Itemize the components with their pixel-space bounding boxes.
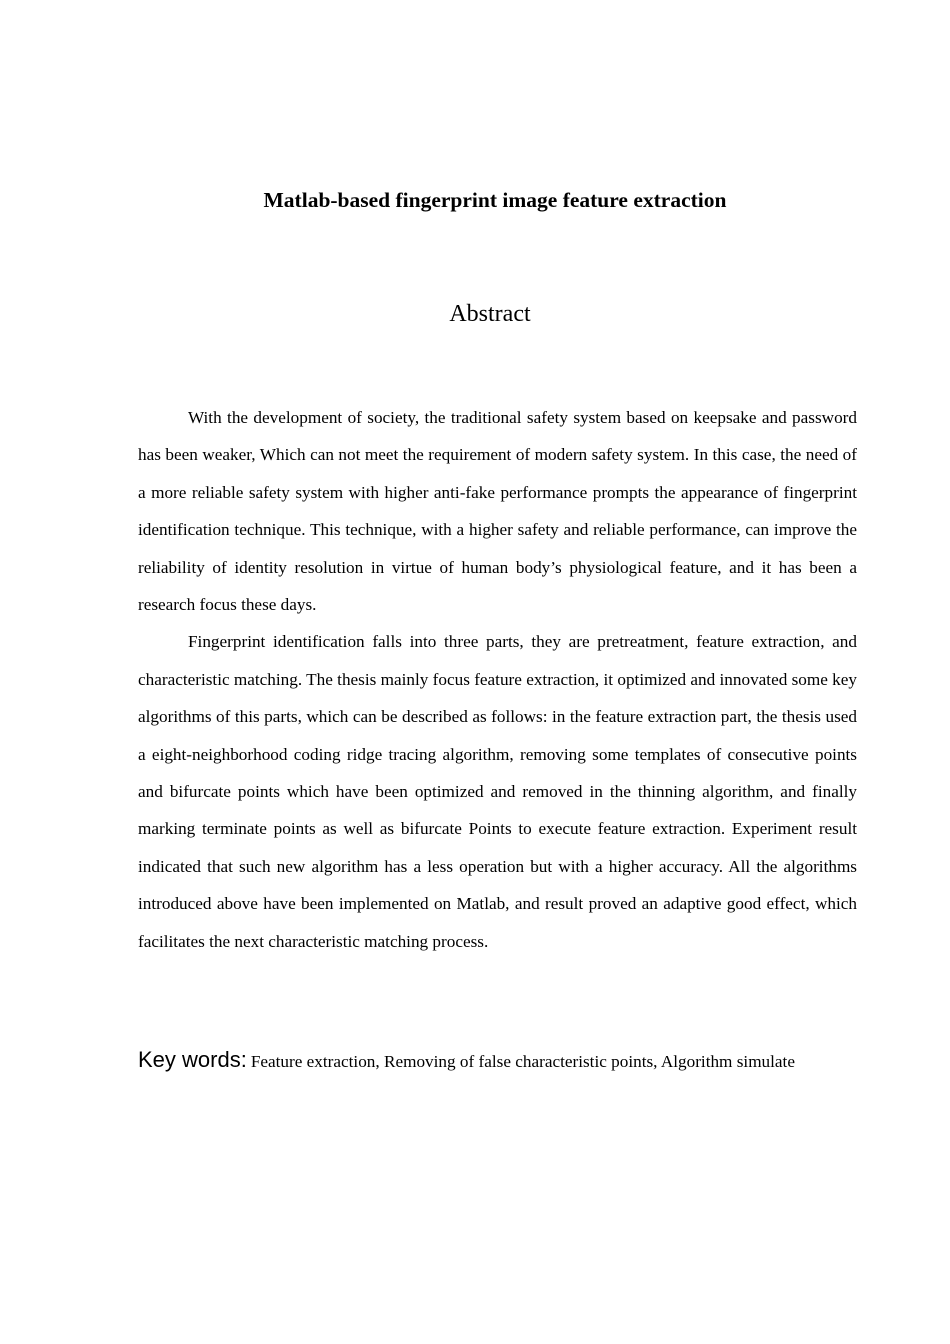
keywords-separator: :: [240, 1047, 247, 1072]
abstract-paragraph: Fingerprint identification falls into three parts, they are pretreatment, feature extraction, and characteristic matching. The thesis mainly focus feature extraction, it optimized and innovated some key algorithms of this parts, which can be described as follows: in the feature extraction part, the thesis used a eight-neighborhood coding ridge tracing algorithm, removing some templates of consecutive points and bifurcate points which have been optimized and removed in the thinning algorithm, and finally marking terminate points as well as bifurcate Points to execute feature extraction. Experiment result indicated that such new algorithm has a less operation but with a higher accuracy. All the algorithms introduced above have been implemented on Matlab, and result proved an adaptive good effect, which facilitates the next characteristic matching process.: [138, 632, 857, 951]
abstract-paragraph: With the development of society, the traditional safety system based on keepsake and password has been weaker, Which can not meet the requirement of modern safety system. In this case, the need of a more reliable safety system with higher anti-fake performance prompts the appearance of fingerprint identification technique. This technique, with a higher safety and reliable performance, can improve the reliability of identity resolution in virtue of human body’s physiological feature, and it has been a research focus these days.: [138, 408, 857, 615]
keywords-label: Key words: [138, 1047, 241, 1072]
keywords-value: Feature extraction, Removing of false characteristic points, Algorithm simulate: [250, 1052, 795, 1071]
paper-title: Matlab-based fingerprint image feature extraction: [263, 188, 727, 212]
keywords-line: [138, 1042, 898, 1081]
abstract-heading: Abstract: [449, 301, 531, 327]
abstract-body: [138, 399, 857, 960]
